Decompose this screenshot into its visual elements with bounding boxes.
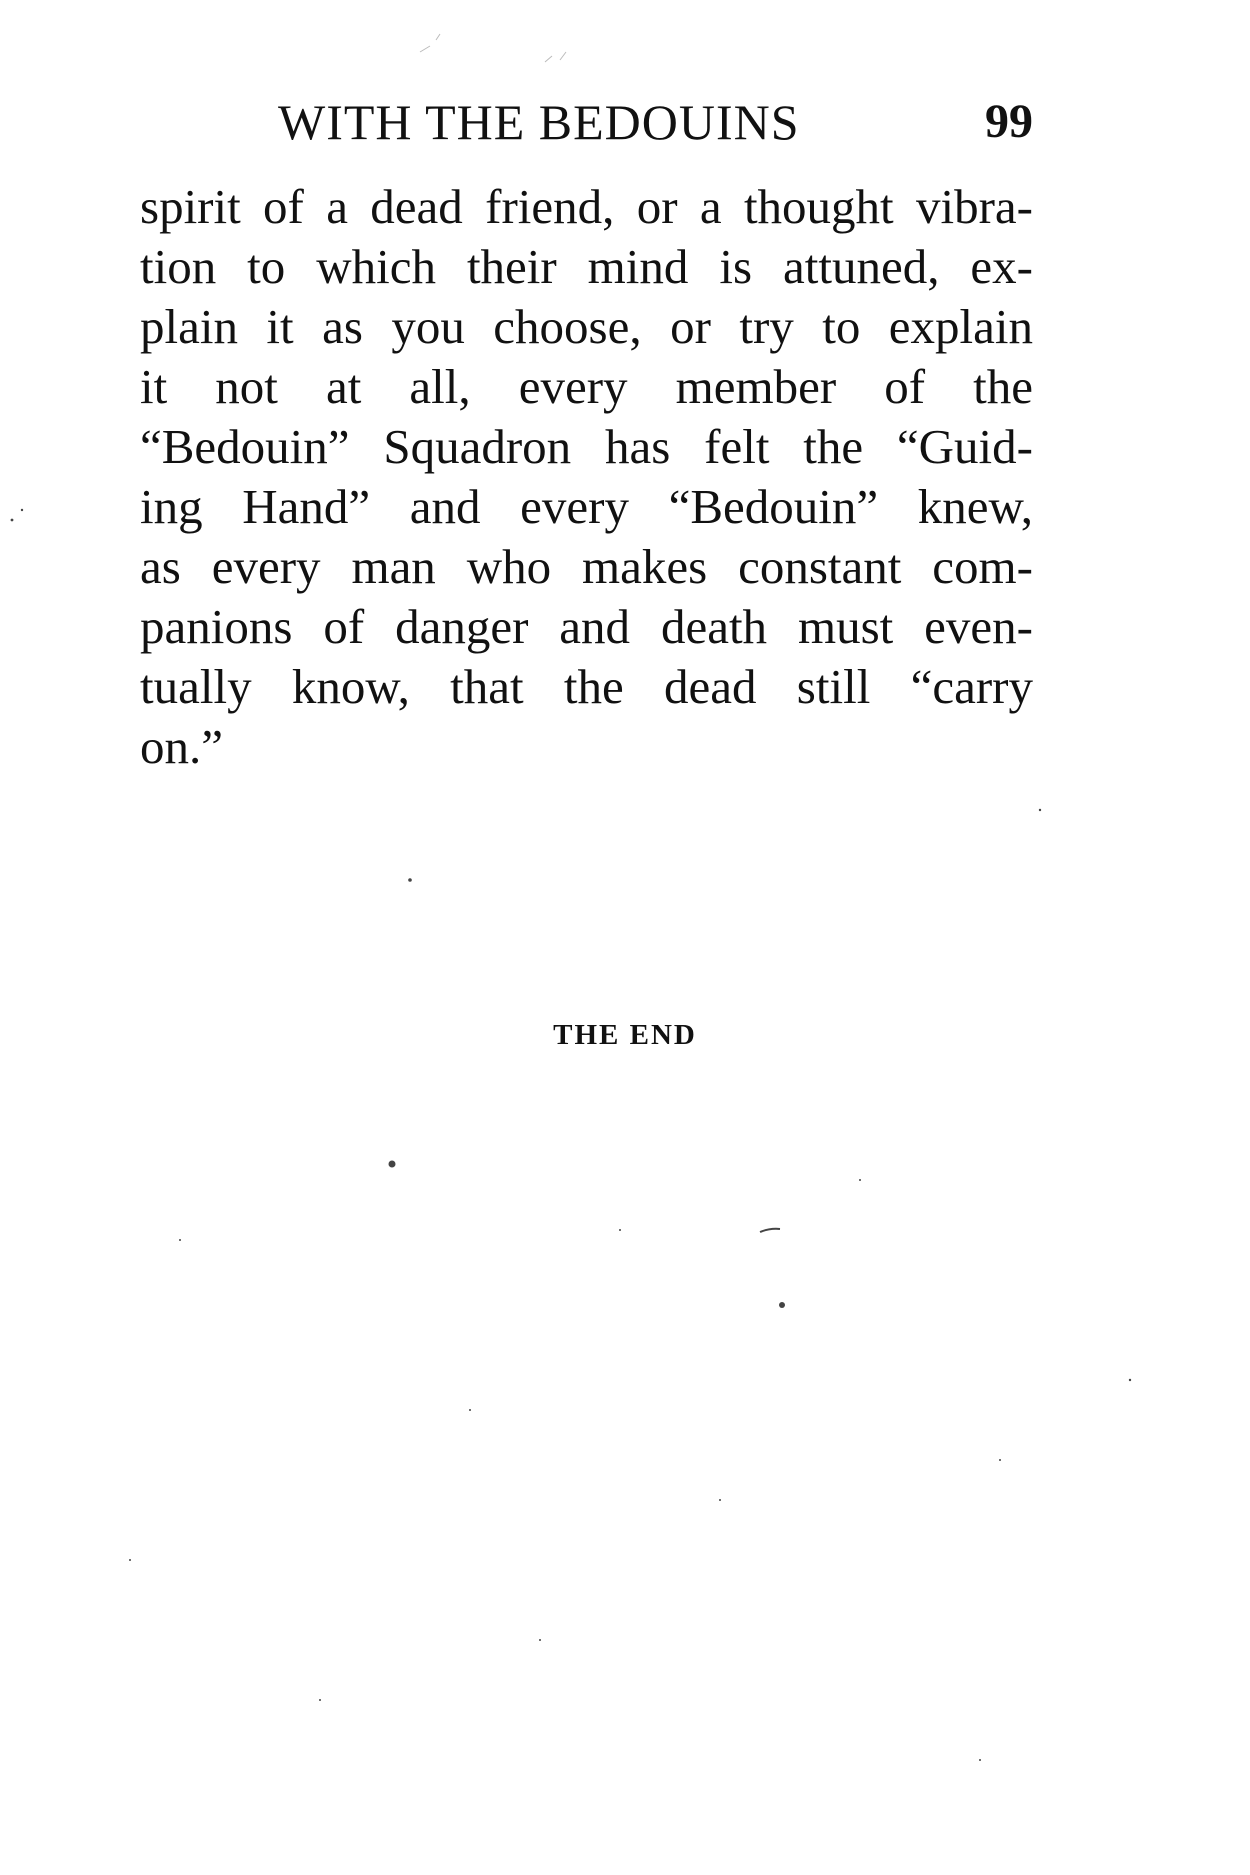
running-title: WITH THE BEDOUINS <box>278 94 800 150</box>
the-end-label: THE END <box>553 1019 697 1051</box>
text-line: it not at all, every member of the <box>140 359 1033 414</box>
text-line: tion to which their mind is attuned, ex- <box>140 239 1033 294</box>
text-line: spirit of a dead friend, or a thought vibra- <box>140 179 1033 234</box>
text-line: tually know, that the dead still “carry <box>140 659 1033 714</box>
text-line: as every man who makes constant com- <box>140 539 1033 594</box>
text-line: ing Hand” and every “Bedouin” knew, <box>140 479 1033 534</box>
text-line: “Bedouin” Squadron has felt the “Guid- <box>140 419 1033 474</box>
text-line: on.” <box>140 719 223 774</box>
body-paragraph <box>140 177 1033 777</box>
page-number: 99 <box>985 95 1033 148</box>
running-head <box>278 92 1033 152</box>
text-line: plain it as you choose, or try to explain <box>140 299 1033 354</box>
text-line: panions of danger and death must even- <box>140 599 1033 654</box>
